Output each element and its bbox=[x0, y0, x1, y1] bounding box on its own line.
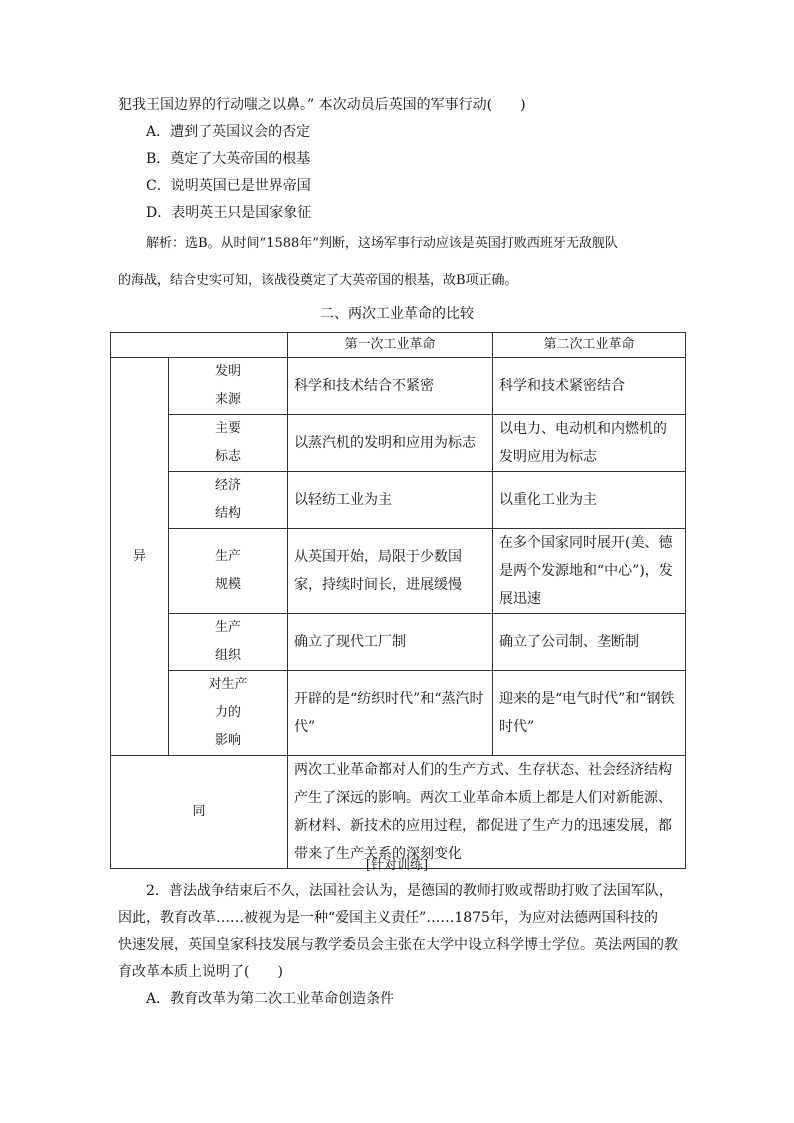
dimension-label: 生产 规模 bbox=[169, 529, 288, 614]
analysis-line2: 的海战，结合史实可知，该战役奠定了大英帝国的根基，故B项正确。 bbox=[118, 273, 518, 288]
comparison-table bbox=[110, 332, 686, 869]
second-cell: 科学和技术紧密结合 bbox=[493, 358, 686, 415]
question2-line2: 因此，教育改革……被视为是一种“爱国主义责任”……1875年，为应对法德两国科技的 bbox=[118, 910, 658, 926]
training-label: [针对训练] bbox=[365, 858, 429, 873]
second-cell: 以重化工业为主 bbox=[493, 472, 686, 529]
analysis-line1: 解析：选B。从时间“1588年”判断，这场军事行动应该是英国打败西班牙无敌舰队 bbox=[146, 236, 618, 251]
section-title: 二、两次工业革命的比较 bbox=[320, 306, 474, 322]
header-corner bbox=[111, 333, 288, 358]
dimension-label: 生产 组织 bbox=[169, 614, 288, 671]
table-row bbox=[111, 671, 686, 756]
first-cell: 从英国开始，局限于少数国家，持续时间长，进展缓慢 bbox=[288, 529, 493, 614]
header-second-revolution: 第二次工业革命 bbox=[493, 333, 686, 358]
first-cell: 开辟的是“纺织时代”和“蒸汽时代” bbox=[288, 671, 493, 756]
first-cell: 以蒸汽机的发明和应用为标志 bbox=[288, 415, 493, 472]
dimension-label: 经济 结构 bbox=[169, 472, 288, 529]
table-header-row bbox=[111, 333, 686, 358]
table-row bbox=[111, 415, 686, 472]
first-cell: 确立了现代工厂制 bbox=[288, 614, 493, 671]
table-row bbox=[111, 614, 686, 671]
option-a: A．遭到了英国议会的否定 bbox=[146, 124, 311, 140]
table-row bbox=[111, 472, 686, 529]
second-cell: 在多个国家同时展开(美、德是两个发源地和“中心”)，发展迅速 bbox=[493, 529, 686, 614]
dimension-label: 主要 标志 bbox=[169, 415, 288, 472]
first-cell: 科学和技术结合不紧密 bbox=[288, 358, 493, 415]
table-row-same bbox=[111, 756, 686, 869]
dimension-label: 发明 来源 bbox=[169, 358, 288, 415]
header-first-revolution: 第一次工业革命 bbox=[288, 333, 493, 358]
question2-line1: 2．普法战争结束后不久，法国社会认为，是德国的教师打败或帮助打败了法国军队， bbox=[146, 883, 673, 899]
question2-option-a: A．教育改革为第二次工业革命创造条件 bbox=[146, 991, 395, 1007]
table-row bbox=[111, 358, 686, 415]
option-b: B．奠定了大英帝国的根基 bbox=[146, 151, 311, 167]
table-row bbox=[111, 529, 686, 614]
same-cell: 两次工业革命都对人们的生产方式、生存状态、社会经济结构产生了深远的影响。两次工业革命本质上都是人们对新能源、新材料、新技术的应用过程，都促进了生产力的迅速发展，都带来了生产关系的深刻变化 bbox=[288, 756, 686, 869]
question2-line4: 育改革本质上说明了( ) bbox=[118, 964, 283, 980]
option-d: D．表明英王只是国家象征 bbox=[146, 205, 312, 221]
second-cell: 以电力、电动机和内燃机的发明应用为标志 bbox=[493, 415, 686, 472]
option-c: C．说明英国已是世界帝国 bbox=[146, 178, 311, 194]
second-cell: 迎来的是“电气时代”和“钢铁时代” bbox=[493, 671, 686, 756]
first-cell: 以轻纺工业为主 bbox=[288, 472, 493, 529]
group-same: 同 bbox=[111, 756, 288, 869]
group-diff: 异 bbox=[111, 358, 169, 756]
dimension-label: 对生产 力的 影响 bbox=[169, 671, 288, 756]
second-cell: 确立了公司制、垄断制 bbox=[493, 614, 686, 671]
question1-stem-tail: 犯我王国边界的行动嗤之以鼻。” 本次动员后英国的军事行动( ) bbox=[118, 97, 526, 113]
question2-line3: 快速发展，英国皇家科技发展与教学委员会主张在大学中设立科学博士学位。英法两国的教 bbox=[118, 937, 678, 953]
